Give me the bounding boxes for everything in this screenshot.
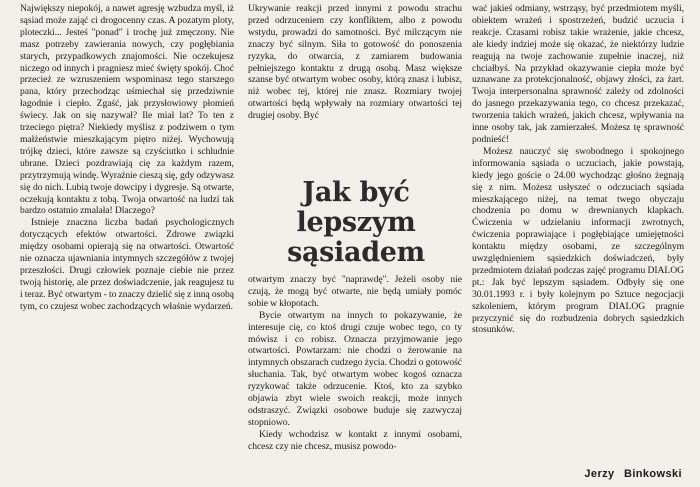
paragraph: Istnieje znaczna liczba badań psychologicznych dotyczących efektów otwartości. Zdrowe związki między osobami opierają się na otwartości. Otwartość nie oznacza ujawniania intymnych szczegółów z twojej przeszłości. Drugi człowiek poznaje ciebie nie przez twoją historię, ale przez doświadczenie, jak reagujesz tu i teraz. Być otwartym - to znaczy dzielić się z inną osobą tym, co czujesz wobec zachodzących właśnie wydarzeń. (20, 217, 234, 312)
article-title-line-2: lepszym sąsiadem (287, 207, 425, 268)
article-title-line-1: Jak być (302, 177, 410, 208)
paragraph: Największy niepokój, a nawet agresję wzbudza myśl, iż sąsiad może zająć ci drogocenny czas. A pozatym ploty, ploteczki... Jesteś "ponad" i trochę już zmęczony. Nie masz potrzeby zawierania nowych, czy pogłębiania starych, przypadkowych znajomości. Nie oczekujesz niczego od innych i pragniesz mieć święty spokój. Choć przecież ze wzruszeniem wspominasz tego starszego pana, który przechodząc uśmiechał się przedziwnie łagodnie i ciepło. Zgaść, jak przysłowiowy płomień świecy. Jak on się nazywał? Ile miał lat? To ten z trzeciego piętra? Niekiedy myślisz z podziwem o tym małżeństwie mieszkającym piętro niżej. Wychowują trójkę dzieci, które zawsze są czyściutko i schludnie ubrane. Dzieci pozdrawiają cię za każdym razem, przytrzymują windę. Wyraźnie cieszą się, gdy odzywasz się do nich. Lubią twoje dowcipy i dygresje. Są otwarte, oczekują kontaktu z tobą. Twoja otwartość na ludzi tak bardzo ostatnio zmalała! Dlaczego? (20, 3, 234, 217)
paragraph: Kiedy wchodzisz w kontakt z innymi osobami, chcesz czy nie chcesz, musisz powodo- (248, 428, 462, 452)
article-column-2-bottom (248, 274, 462, 484)
article-column-3 (472, 3, 684, 473)
paragraph: Ukrywanie reakcji przed innymi z powodu strachu przed odrzuceniem czy konfliktem, albo z powodu wstydu, prowadzi do samotności. Być milczącym nie znaczy być silnym. Siła to gotowość do ponoszenia ryzyka, do otwarcia, z zamiarem budowania pełniejszego kontaktu z drugą osobą. Masz większe szanse być otwartym wobec osoby, którą znasz i lubisz, niż wobec tej, której nie znasz. Rozmiary twojej otwartości będą wpływały na rozmiary otwartości tej drugiej osoby. Być (248, 3, 462, 122)
paragraph: otwartym znaczy być "naprawdę". Jeżeli osoby nie czują, że mogą być otwarte, nie będą umiały pomóc sobie w kłopotach. (248, 274, 462, 309)
author-byline: Jerzy Binkowski (584, 468, 682, 480)
article-title (232, 176, 480, 270)
article-column-2-top (248, 3, 462, 173)
paragraph: Możesz nauczyć się swobodnego i spokojnego informowania sąsiada o uczuciach, jakie powstają, kiedy jego goście o 24.00 wychodząc głośno żegnają się z nim. Możesz usłyszeć o odczuciach sąsiada mieszkającego niżej, na temat twego obyczaju chodzenia po domu w drewnianych klapkach. Ćwiczenia w udzielaniu informacji zwrotnych, ćwiczenia poprawiające i pogłębiające umiejętności kontaktu między osobami, ze szczególnym uwzględnieniem sąsiedzkich doświadczeń, były przedmiotem działań podczas zajęć programu DIALOG pt.: Jak być lepszym sąsiadem. Odbyły się one 30.01.1993 r. i były kolejnym po Sztuce negocjacji szkoleniem, którym program DIALOG pragnie przyczynić się do rozbudzenia dobrych sąsiedzkich stosunków. (472, 145, 684, 336)
paragraph: Bycie otwartym na innych to pokazywanie, że interesuje cię, co ktoś drugi czuje wobec tego, co ty mówisz i co robisz. Oznacza przyjmowanie jego otwartości. Powtarzam: nie chodzi o żerowanie na intymnych obszarach cudzego życia. Chodzi o gotowość słuchania. Tak, być otwartym wobec kogoś oznacza ryzykować także odrzucenie. Ktoś, kto za szybko objawia zbyt wiele swoich reakcji, może innych odstraszyć. Związki osobowe buduje się zazwyczaj stopniowo. (248, 309, 462, 428)
article-column-1 (20, 3, 234, 485)
paragraph: wać jakieś odmiany, wstrząsy, być przedmiotem myśli, obiektem wrażeń i spostrzeżeń, budzić uczucia i reakcje. Czasami robisz takie wrażenie, jakie chcesz, ale kiedy indziej może się okazać, że niektórzy ludzie reagują na twoje zachowanie zupełnie inaczej, niż chciałbyś. Na przykład okazywanie ciepła może być uznawane za protekcjonalność, objawy złości, za żart. Twoja interpersonalna sprawność zależy od zdolności do jasnego przekazywania tego, co chcesz przekazać, tworzenia takich wrażeń, jakich chcesz, wpływania na inne osoby tak, jak zamierzałeś. Możesz tę sprawność podnieść! (472, 3, 684, 145)
